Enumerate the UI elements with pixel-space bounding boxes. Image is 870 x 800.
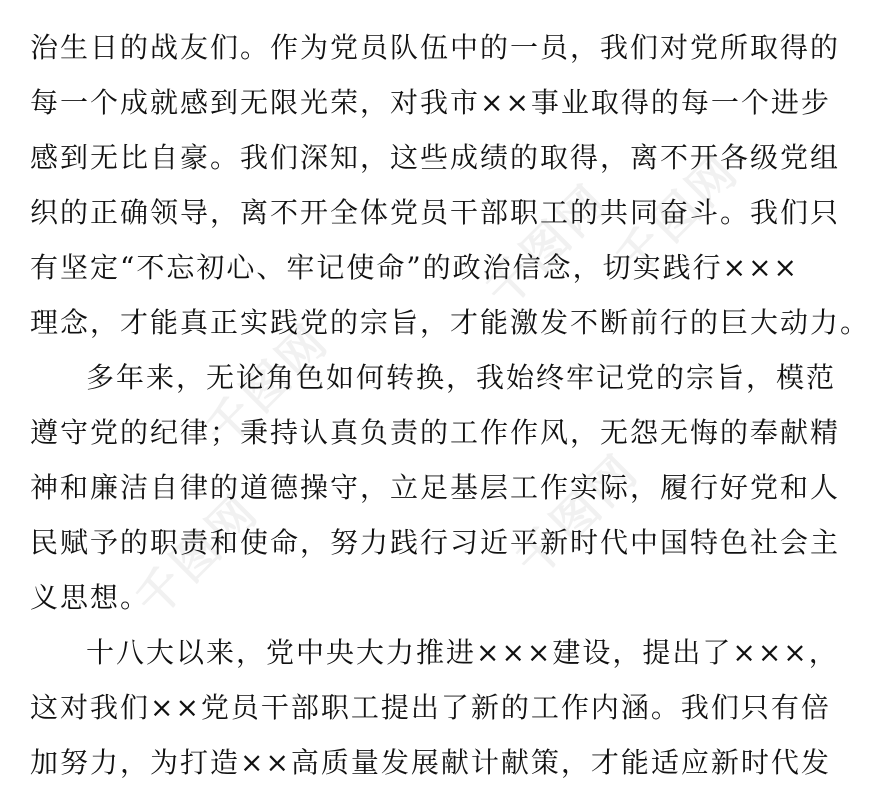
text-line: 感到无比自豪。我们深知，这些成绩的取得，离不开各级党组 [30, 141, 841, 174]
text-line: 每一个成就感到无限光荣，对我市××事业取得的每一个进步 [30, 86, 831, 119]
text-line: 遵守党的纪律；秉持认真负责的工作作风，无怨无悔的奉献精 [30, 416, 841, 449]
text-line: 十八大以来，党中央大力推进×××建设，提出了×××， [86, 636, 839, 669]
watermark-logo: 千图网 [504, 442, 650, 588]
text-line: 这对我们××党员干部职工提出了新的工作内涵。我们只有倍 [30, 691, 831, 724]
watermark-logo: 千图网 [604, 142, 750, 288]
paragraph [30, 625, 839, 790]
text-line: 义思想。 [30, 581, 151, 614]
text-line: 有坚定“不忘初心、牢记使命”的政治信念，切实践行××× [30, 251, 800, 284]
text-line: 织的正确领导，离不开全体党员干部职工的共同奋斗。我们只 [30, 196, 841, 229]
text-line: 民赋予的职责和使命，努力践行习近平新时代中国特色社会主 [30, 526, 841, 559]
document-body [30, 20, 870, 790]
text-line: 治生日的战友们。作为党员队伍中的一员，我们对党所取得的 [30, 31, 841, 64]
paragraph [30, 350, 841, 625]
watermark-logo: 千图网 [194, 312, 340, 458]
text-line: 神和廉洁自律的道德操守，立足基层工作实际，履行好党和人 [30, 471, 841, 504]
watermark-logo: 千图网 [474, 172, 620, 318]
text-line: 多年来，无论角色如何转换，我始终牢记党的宗旨，模范 [86, 361, 837, 394]
text-line: 加努力，为打造××高质量发展献计献策，才能适应新时代发 [30, 746, 831, 779]
text-line: 理念，才能真正实践党的宗旨，才能激发不断前行的巨大动力。 [30, 306, 870, 339]
watermark-logo: 千图网 [124, 482, 270, 628]
paragraph [30, 20, 870, 350]
